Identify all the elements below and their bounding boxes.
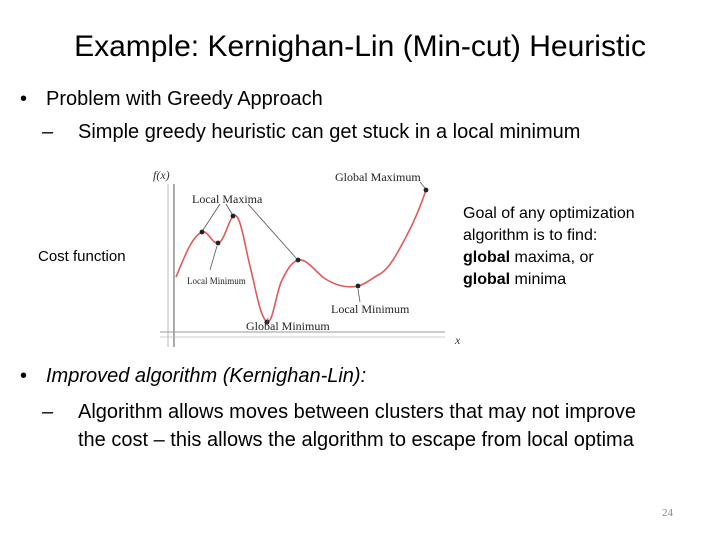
local-max-point-3 xyxy=(296,258,301,263)
goal-line-3 xyxy=(463,247,693,269)
leader-local-min-right xyxy=(358,289,360,302)
dash-marker: – xyxy=(42,121,54,143)
y-axis-label: f(x) xyxy=(153,168,170,182)
x-axis-label: x xyxy=(455,333,460,347)
sub-bullet-algorithm-line-1: Algorithm allows moves between clusters that may not improve xyxy=(78,401,637,423)
global-max-point xyxy=(424,188,429,193)
sub-bullet-greedy xyxy=(42,121,580,144)
bullet-improved xyxy=(20,365,366,388)
label-local-maxima: Local Maxima xyxy=(192,192,263,206)
bullet-problem xyxy=(20,88,323,111)
cost-function-figure xyxy=(140,162,460,352)
bullet-improved-text: Improved algorithm (Kernighan-Lin): xyxy=(46,365,367,387)
goal-global-bold-2: global xyxy=(463,271,511,288)
leader-global-max xyxy=(420,182,425,188)
page-number: 24 xyxy=(662,507,673,519)
dash-marker: – xyxy=(42,401,54,423)
label-local-minimum-left: Local Minimum xyxy=(187,276,246,286)
goal-line-4 xyxy=(463,269,693,291)
sub-bullet-algorithm xyxy=(42,398,636,454)
sub-bullet-algorithm-line-2: the cost – this allows the algorithm to escape from local optima xyxy=(78,429,634,451)
cost-function-label: Cost function xyxy=(38,248,126,265)
label-global-minimum: Global Minimum xyxy=(246,319,330,333)
leader-local-maxima-3 xyxy=(248,204,296,258)
bullet-problem-text: Problem with Greedy Approach xyxy=(46,88,323,110)
goal-text xyxy=(463,203,693,291)
goal-line-2: algorithm is to find: xyxy=(463,227,598,244)
local-min-point-right xyxy=(356,284,361,289)
local-max-point-1 xyxy=(200,230,205,235)
goal-line-4-rest: minima xyxy=(510,271,567,288)
slide-title: Example: Kernighan-Lin (Min-cut) Heuristic xyxy=(74,30,646,63)
goal-line-1: Goal of any optimization xyxy=(463,205,635,222)
leader-local-min-left xyxy=(210,246,217,270)
bullet-marker: • xyxy=(20,365,28,387)
bullet-marker: • xyxy=(20,88,28,110)
goal-line-3-rest: maxima, or xyxy=(510,249,594,266)
label-local-minimum-right: Local Minimum xyxy=(331,302,410,316)
goal-global-bold-1: global xyxy=(463,249,511,266)
local-min-point-left xyxy=(216,241,221,246)
sub-bullet-greedy-text: Simple greedy heuristic can get stuck in a local minimum xyxy=(78,121,581,143)
leader-local-maxima-1 xyxy=(203,204,220,230)
local-max-point-2 xyxy=(231,214,236,219)
label-global-maximum: Global Maximum xyxy=(335,170,421,184)
